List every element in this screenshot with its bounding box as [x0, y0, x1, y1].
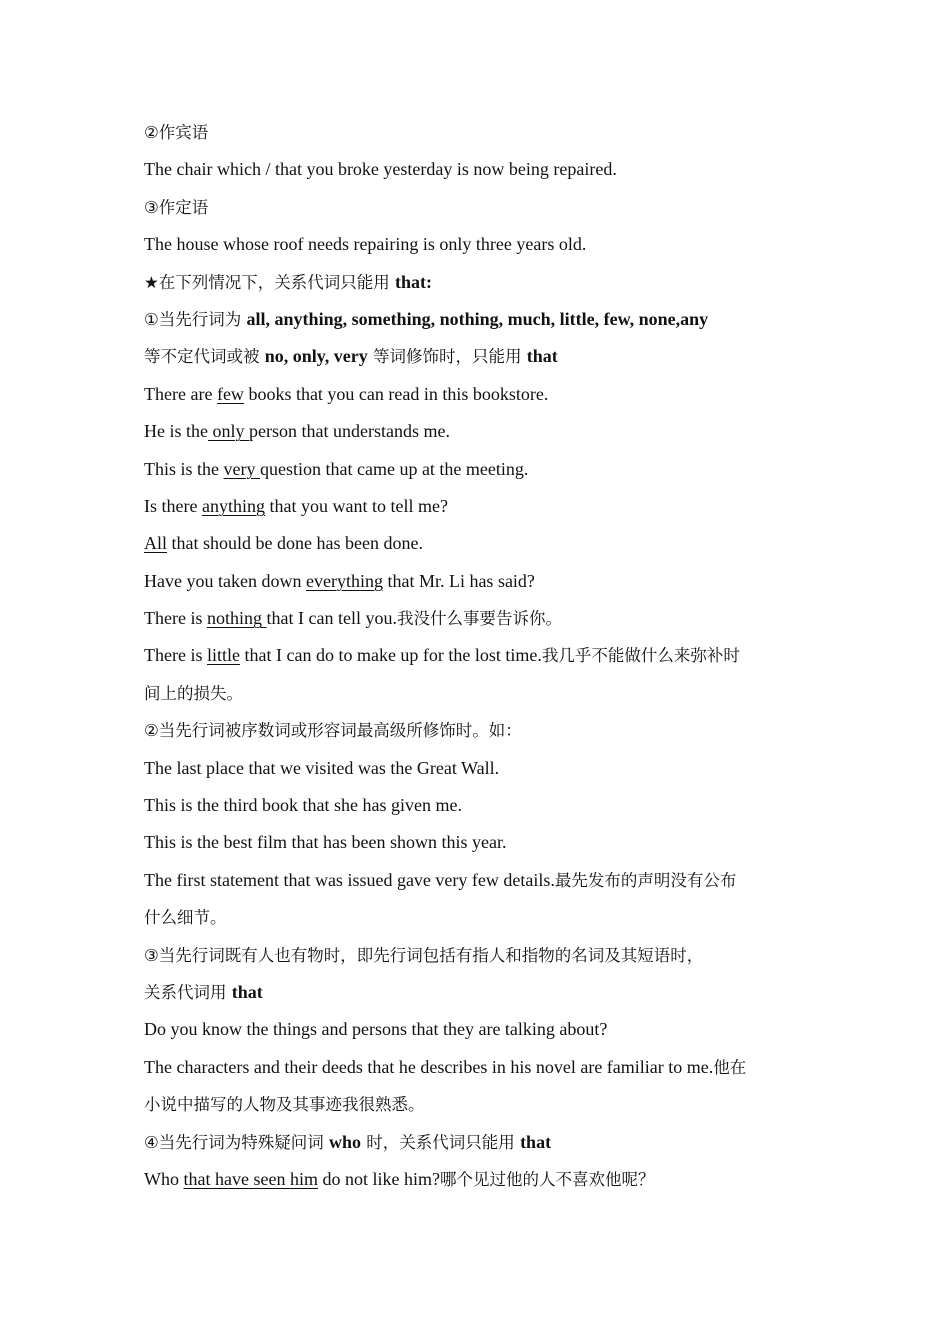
- underlined-keyword: few: [216, 383, 244, 404]
- example-sentence: [144, 488, 814, 525]
- text-segment: This is the best film that has been shown this year.: [144, 832, 507, 853]
- text-segment: do not like him?: [317, 1168, 440, 1189]
- text-segment: This is the third book that she has given me.: [144, 795, 462, 816]
- text-segment: Have you taken down: [144, 570, 306, 591]
- underlined-keyword: anything: [201, 495, 265, 516]
- text-segment: 我没什么事要告诉你。: [396, 609, 562, 629]
- example-sentence-cont: [144, 1086, 814, 1123]
- text-segment: The first statement that was issued gave very few details.: [144, 869, 555, 890]
- text-segment: 最先发布的声明没有公布: [554, 870, 737, 890]
- rule-item-3: [144, 937, 814, 974]
- heading-object: [144, 114, 814, 151]
- text-segment: that you want to tell me?: [264, 495, 448, 516]
- example-sentence: [144, 862, 814, 899]
- text-segment: The house whose roof needs repairing is only three years old.: [144, 234, 587, 255]
- underlined-keyword: only: [207, 421, 249, 442]
- example-sentence-cont: [144, 899, 814, 936]
- example-sentence: [144, 413, 814, 450]
- text-segment: 等词修饰时，只能用: [367, 347, 527, 367]
- rule-item-1: [144, 301, 814, 338]
- text-segment: ★在下列情况下，关系代词只能用: [144, 272, 396, 292]
- example-sentence-cont: [144, 675, 814, 712]
- text-segment: that I can tell you.: [266, 608, 397, 629]
- text-segment: 什么细节。: [144, 908, 227, 928]
- text-segment: There is: [144, 608, 207, 629]
- text-segment: 时，关系代词只能用: [361, 1132, 521, 1152]
- text-segment: 哪个见过他的人不喜欢他呢？: [439, 1169, 655, 1189]
- text-segment: ③作定语: [144, 197, 209, 217]
- text-segment: 关系代词用: [144, 982, 232, 1002]
- rule-item-4: [144, 1124, 814, 1161]
- rule-item-1-cont: [144, 338, 814, 375]
- underlined-keyword: that have seen him: [183, 1168, 318, 1189]
- bold-keyword: no, only, very: [264, 346, 368, 367]
- bold-keyword: that: [526, 346, 558, 367]
- text-segment: This is the: [144, 458, 224, 479]
- text-segment: ②作宾语: [144, 123, 209, 142]
- bold-keyword: that: [520, 1131, 552, 1152]
- text-segment: ②当先行词被序数词或形容词最高级所修饰时。如：: [144, 721, 522, 741]
- text-segment: There is: [144, 645, 207, 666]
- text-segment: that I can do to make up for the lost time.: [239, 645, 542, 666]
- example-sentence: [144, 376, 814, 413]
- text-segment: 小说中描写的人物及其事迹我很熟悉。: [144, 1095, 425, 1115]
- bold-keyword: who: [329, 1131, 362, 1152]
- text-segment: that should be done has been done.: [167, 533, 423, 554]
- text-segment: Is there: [144, 495, 202, 516]
- text-segment: question that came up at the meeting.: [259, 458, 529, 479]
- document-body: [144, 114, 814, 1198]
- example-sentence: [144, 1011, 814, 1048]
- text-segment: that Mr. Li has said?: [382, 570, 535, 591]
- bold-keyword: that: [231, 981, 263, 1002]
- text-segment: 间上的损失。: [144, 683, 243, 703]
- underlined-keyword: everything: [305, 570, 383, 591]
- example-sentence: [144, 600, 814, 637]
- underlined-keyword: very: [223, 458, 260, 479]
- text-segment: person that understands me.: [249, 421, 450, 442]
- text-segment: 等不定代词或被: [144, 347, 265, 367]
- example-sentence: [144, 563, 814, 600]
- example-sentence: [144, 1161, 814, 1198]
- example-sentence: [144, 787, 814, 824]
- text-segment: books that you can read in this bookstore.: [243, 383, 549, 404]
- rule-item-3-cont: [144, 974, 814, 1011]
- rule-item-2: [144, 712, 814, 749]
- example-sentence: [144, 451, 814, 488]
- text-segment: ①当先行词为: [144, 309, 247, 329]
- example-sentence: [144, 1049, 814, 1086]
- bold-keyword: all, anything, something, nothing, much, little, few, none,any: [246, 308, 709, 329]
- text-segment: There are: [144, 383, 217, 404]
- underlined-keyword: little: [206, 645, 240, 666]
- rule-heading: [144, 264, 814, 301]
- text-segment: ④当先行词为特殊疑问词: [144, 1132, 330, 1152]
- text-segment: 我几乎不能做什么来弥补时: [541, 646, 740, 666]
- text-segment: The last place that we visited was the Great Wall.: [144, 757, 500, 778]
- text-segment: 他在: [713, 1057, 747, 1077]
- text-segment: ③当先行词既有人也有物时，即先行词包括有指人和指物的名词及其短语时，: [144, 945, 704, 965]
- text-segment: The characters and their deeds that he describes in his novel are familiar to me.: [144, 1056, 714, 1077]
- text-segment: He is the: [144, 421, 208, 442]
- example-sentence: [144, 525, 814, 562]
- bold-keyword: that:: [395, 271, 433, 292]
- example-sentence: [144, 151, 814, 188]
- heading-attributive: [144, 189, 814, 226]
- example-sentence: [144, 750, 814, 787]
- underlined-keyword: nothing: [206, 608, 267, 629]
- example-sentence: [144, 226, 814, 263]
- text-segment: Who: [144, 1168, 184, 1189]
- example-sentence: [144, 637, 814, 674]
- text-segment: The chair which / that you broke yesterday is now being repaired.: [144, 159, 617, 180]
- example-sentence: [144, 824, 814, 861]
- underlined-keyword: All: [144, 533, 168, 554]
- text-segment: Do you know the things and persons that they are talking about?: [144, 1019, 608, 1040]
